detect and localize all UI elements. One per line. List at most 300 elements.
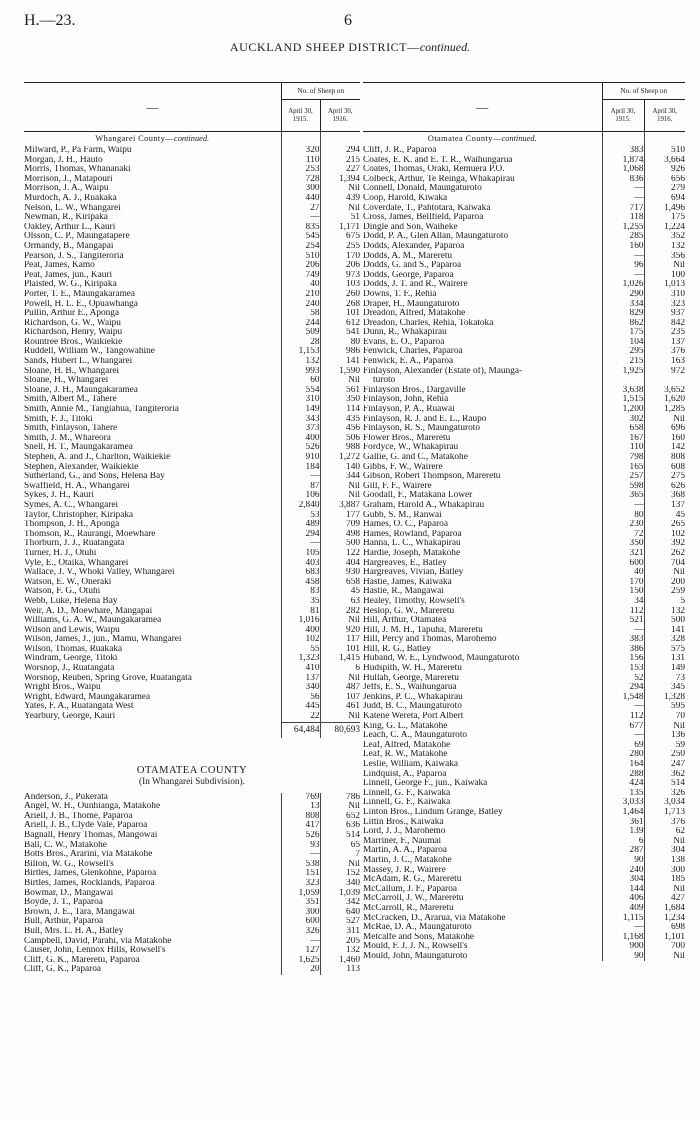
sheep-1915: 1,068 — [602, 165, 644, 175]
sheep-1915: 1,548 — [602, 693, 644, 703]
sheep-1915: 135 — [602, 789, 644, 799]
sheep-1916: 101 — [320, 309, 360, 319]
holder-name: Hudspith, W. H., Mareretu — [363, 664, 462, 674]
sheep-1915: 81 — [281, 607, 320, 617]
holder-name: Richardson, Henry, Waipu — [24, 328, 123, 338]
holder-name: Evans, E. O., Paparoa — [363, 337, 445, 347]
sheep-1915: 400 — [281, 434, 320, 444]
holder-name: Huband, W. E., Lyndwood, Maungaturoto — [363, 654, 520, 664]
sheep-1915: — — [281, 472, 320, 482]
holder-name: Linton Bros., Lindum Grange, Batley — [363, 807, 503, 817]
sheep-1916: 3,034 — [644, 798, 685, 808]
sheep-1915: — — [602, 252, 644, 262]
sheep-1916: 3,664 — [644, 156, 685, 166]
table-row — [24, 520, 360, 530]
year-1916-header: April 30, 1916. — [644, 100, 685, 132]
sheep-1915: 326 — [281, 927, 320, 937]
sheep-1916: 1,328 — [644, 693, 685, 703]
holder-name: Richardson, G. W., Waipu — [24, 318, 121, 328]
holder-name: Draper, H., Maungaturoto — [363, 299, 460, 309]
holder-name: Oakley, Arthur L., Kauri — [24, 222, 116, 232]
sheep-1916: 132 — [644, 242, 685, 252]
sheep-1915: 658 — [602, 424, 644, 434]
table-row — [24, 424, 360, 434]
right-table-body — [363, 132, 685, 962]
table-row — [24, 472, 360, 482]
holder-name: Coates, Thomas, Oraki, Remuera P.O. — [363, 165, 505, 175]
sheep-1916: 132 — [320, 946, 360, 956]
holder-name: Murdoch, A. J., Ruakaka — [24, 193, 117, 203]
sheep-1915: 6 — [602, 837, 644, 847]
sheep-1916: 595 — [644, 702, 685, 712]
table-row — [363, 405, 685, 415]
table-row — [363, 434, 685, 444]
table-row — [363, 156, 685, 166]
holder-name: Gubb, S. M., Ranwai — [363, 510, 442, 520]
sheep-1916: 345 — [644, 683, 685, 693]
sheep-1915: 175 — [602, 328, 644, 338]
sheep-1915: 403 — [281, 559, 320, 569]
table-row — [363, 242, 685, 252]
sheep-1916: 265 — [644, 520, 685, 530]
sheep-1915: 132 — [281, 357, 320, 367]
holder-name: Cliff, J. R., Paparoa — [363, 146, 437, 155]
sheep-1915: 1,059 — [281, 889, 320, 899]
table-row — [363, 194, 685, 204]
holder-name: McCarroll, J. W., Mareretu — [363, 894, 464, 904]
sheep-1915: 240 — [602, 866, 644, 876]
sheep-1915: 334 — [602, 300, 644, 310]
sheep-1915: 1,168 — [602, 933, 644, 943]
sheep-1916: 427 — [644, 894, 685, 904]
holder-name: Taylor, Christopher, Kiripaka — [24, 510, 134, 520]
sheep-1915: 106 — [281, 491, 320, 501]
holder-name: Morgan, J. H., Hauto — [24, 155, 103, 165]
sheep-1915: 410 — [281, 664, 320, 674]
holder-name: Powell, H. L. E., Opuawhanga — [24, 299, 138, 309]
sheep-1916: 1,415 — [320, 654, 360, 664]
sheep-1915: — — [602, 702, 644, 712]
table-row — [363, 597, 685, 607]
table-row — [363, 443, 685, 453]
sheep-1915: — — [281, 539, 320, 549]
sheep-1915: 210 — [281, 290, 320, 300]
holder-name: Weir, A. D., Moewhare, Mangapai — [24, 606, 153, 616]
table-row — [24, 223, 360, 233]
sheep-1915: 35 — [281, 597, 320, 607]
sheep-1915: 409 — [602, 904, 644, 914]
sheep-1915: 254 — [281, 242, 320, 252]
table-row — [24, 607, 360, 617]
sheep-1915: 230 — [602, 520, 644, 530]
sheep-1915: 20 — [281, 965, 320, 975]
table-row — [24, 156, 360, 166]
sheep-1916: 149 — [644, 664, 685, 674]
holder-name: Wilson, Thomas, Ruakaka — [24, 644, 123, 654]
section-heading-otamatea: OTAMATEA COUNTY — [136, 764, 248, 776]
sheep-1916: 926 — [644, 165, 685, 175]
sheep-1916: Nil — [320, 184, 360, 194]
sheep-1916: 63 — [320, 597, 360, 607]
holder-name: Leslie, William, Kaiwaka — [363, 760, 458, 769]
holder-name: Morrison, J. A., Waipu — [24, 184, 109, 194]
holder-name: McCarroll, R., Mareretu — [363, 903, 454, 913]
table-row — [363, 319, 685, 329]
holder-name: Jenkins, P. C., Whakapirau — [363, 692, 463, 702]
holder-name: Hames, O. C., Paparoa — [363, 520, 448, 530]
holder-name: Sloane, H. B., Whangarei — [24, 366, 120, 376]
sheep-1915: 90 — [602, 856, 644, 866]
sheep-1916: 328 — [644, 635, 685, 645]
sheep-1916: 326 — [644, 789, 685, 799]
table-row — [24, 821, 360, 831]
sheep-1915: 1,874 — [602, 156, 644, 166]
sheep-1915: 862 — [602, 319, 644, 329]
sheep-1915: 118 — [602, 213, 644, 223]
sheep-1916: 514 — [320, 831, 360, 841]
table-row — [363, 453, 685, 463]
sheep-1915: 361 — [602, 818, 644, 828]
sheep-1916: 652 — [320, 812, 360, 822]
holder-name: Campbell, David, Parahi, via Matakohe — [24, 936, 172, 946]
right-column — [363, 82, 685, 961]
sheep-1915: 112 — [602, 712, 644, 722]
sheep-1915: 1,153 — [281, 347, 320, 357]
sheep-1916: 1,101 — [644, 933, 685, 943]
table-row — [24, 415, 360, 425]
holder-name: Wallace, J. V., Whoki Valley, Whangarei — [24, 568, 175, 578]
holder-name: Bagnall, Henry Thomas, Mangowai — [24, 831, 158, 840]
sheep-1915: 102 — [281, 635, 320, 645]
sheep-1915: 164 — [602, 760, 644, 770]
table-row — [363, 914, 685, 924]
table-row — [363, 798, 685, 808]
sheep-1915: 52 — [602, 674, 644, 684]
table-row — [363, 223, 685, 233]
sheep-1915: 458 — [281, 578, 320, 588]
sheep-1916: 1,285 — [644, 405, 685, 415]
holder-name: Hargreaves, E., Batley — [363, 558, 447, 568]
table-row — [363, 635, 685, 645]
sheep-1915: 910 — [281, 453, 320, 463]
sheep-1915: 287 — [602, 846, 644, 856]
table-row — [24, 956, 360, 966]
sheep-1916: 404 — [320, 559, 360, 569]
holder-name: Wright, Edward, Maungakaramea — [24, 692, 151, 702]
holder-name: Hames, Rowland, Paparoa — [363, 529, 462, 539]
holder-name: Jeffs, E. S., Waihungarua — [363, 683, 457, 693]
sheep-1915: 829 — [602, 309, 644, 319]
table-row — [363, 338, 685, 348]
sheep-1915: 526 — [281, 443, 320, 453]
sheep-1915: 87 — [281, 482, 320, 492]
table-row — [24, 578, 360, 588]
table-row — [363, 808, 685, 818]
total-row — [24, 722, 360, 738]
table-row — [363, 578, 685, 588]
table-row — [363, 252, 685, 262]
sheep-1916: 575 — [644, 645, 685, 655]
holder-name: Linnell, G. F., Kaiwaka — [363, 788, 451, 798]
sheep-1915: 151 — [281, 869, 320, 879]
table-row — [363, 472, 685, 482]
table-row — [24, 597, 360, 607]
sheep-1916: 45 — [320, 587, 360, 597]
sheep-1916: 344 — [320, 472, 360, 482]
sheep-1916: Nil — [320, 616, 360, 626]
holder-name: Graham, Harold A., Whakapirau — [363, 500, 485, 510]
holder-name: Connell, Donald, Maungaturoto — [363, 184, 482, 194]
sheep-1916: 1,496 — [644, 204, 685, 214]
table-row — [363, 607, 685, 617]
table-row — [363, 395, 685, 405]
sheep-1915: 28 — [281, 338, 320, 348]
sheep-1916: 498 — [320, 530, 360, 540]
holder-name: Newman, R., Kiripaka — [24, 213, 108, 223]
sheep-1916: 260 — [320, 290, 360, 300]
holder-name: Dreadon, Charles, Rehia, Tokatoka — [363, 318, 494, 328]
sheep-1915: 215 — [602, 357, 644, 367]
sheep-1916: 250 — [644, 750, 685, 760]
sheep-1916: 636 — [320, 821, 360, 831]
sheep-1916: 340 — [320, 879, 360, 889]
sheep-1915: 1,323 — [281, 654, 320, 664]
sheep-1916: 200 — [644, 578, 685, 588]
table-row — [363, 328, 685, 338]
sheep-1915: 206 — [281, 261, 320, 271]
holder-name: Williams, G. A. W., Maungakaramea — [24, 616, 162, 626]
sheep-1916: 626 — [644, 482, 685, 492]
year-1915-header: April 30, 1915. — [602, 100, 644, 132]
sheep-1916: 376 — [644, 347, 685, 357]
sheep-1915: 1,255 — [602, 223, 644, 233]
table-row — [24, 869, 360, 879]
holder-name: Mould, John, Maungaturoto — [363, 951, 468, 961]
table-row — [24, 841, 360, 851]
holder-name: Sloane, H., Whangarei — [24, 376, 109, 386]
holder-name: Leaf, R. W., Matakohe — [363, 750, 448, 760]
sheep-1916: 73 — [644, 674, 685, 684]
holder-name: Hastie, R., Mangawai — [363, 587, 444, 597]
sheep-1915: 56 — [281, 693, 320, 703]
sheep-1915: 137 — [281, 674, 320, 684]
holder-name: Dingle and Son, Waiheke — [363, 222, 458, 232]
sheep-1915: 383 — [602, 635, 644, 645]
holder-name: Heslop, G. W., Mareretu — [363, 606, 455, 616]
sheep-1916: 1,684 — [644, 904, 685, 914]
holder-name: Watson, F. G., Otuhi — [24, 587, 101, 597]
table-row — [24, 626, 360, 636]
sheep-1915: 424 — [602, 779, 644, 789]
sheep-1915: 253 — [281, 165, 320, 175]
sheep-1915: 80 — [602, 511, 644, 521]
holder-name: Rountree Bros., Waikiekie — [24, 337, 123, 347]
holder-name: Sykes, J. H., Kauri — [24, 491, 94, 501]
sheep-1915: 323 — [281, 879, 320, 889]
sheep-1915: 240 — [281, 300, 320, 310]
holder-name: Hargreaves, Vivian, Batley — [363, 568, 464, 578]
holder-name: Ball, C. W., Matakohe — [24, 840, 107, 850]
table-row — [24, 453, 360, 463]
holder-name: Metcalfe and Sons, Matakohe — [363, 932, 475, 942]
table-row — [363, 175, 685, 185]
holder-name: Fenwick, Charles, Paparoa — [363, 347, 463, 357]
sheep-1916: 323 — [644, 300, 685, 310]
table-row — [363, 511, 685, 521]
holder-name: Worsnop, Reuben, Spring Grove, Ruatangata — [24, 673, 192, 683]
sheep-1916: Nil — [320, 482, 360, 492]
table-row — [24, 184, 360, 194]
sheep-1915: 3,638 — [602, 386, 644, 396]
sheep-1915: 22 — [281, 712, 320, 722]
sheep-1916: 439 — [320, 194, 360, 204]
table-row — [363, 520, 685, 530]
sheep-1916: 294 — [320, 146, 360, 156]
holder-name: Nelson, L. W., Whangarei — [24, 203, 121, 213]
holder-name: Hill, J. M. H., Tapuha, Mareretu — [363, 625, 483, 635]
holder-name: Judd, B. C., Maungaturoto — [363, 702, 462, 712]
sheep-1915: — — [602, 194, 644, 204]
holder-name: Martin, J. C., Matakohe — [363, 855, 452, 865]
table-row — [24, 386, 360, 396]
sheep-1915: 104 — [602, 338, 644, 348]
sheep-1915: 600 — [281, 917, 320, 927]
sheep-1916: 694 — [644, 194, 685, 204]
sheep-1915: — — [281, 213, 320, 223]
holder-name: Webb, Luke, Helena Bay — [24, 596, 118, 606]
table-row — [24, 927, 360, 937]
sheep-1916: 435 — [320, 415, 360, 425]
sheep-1915: 489 — [281, 520, 320, 530]
table-row — [363, 645, 685, 655]
sheep-1916: 988 — [320, 443, 360, 453]
sheep-1916: 1,039 — [320, 889, 360, 899]
holder-name: Gibson, Robert Thompson, Mareretu — [363, 472, 501, 482]
section-subheading: (In Whangarei Subdivision). — [139, 776, 245, 787]
title-main: AUCKLAND SHEEP DISTRICT— — [229, 40, 420, 54]
sheep-1915: 105 — [281, 549, 320, 559]
sheep-1916: 1,171 — [320, 223, 360, 233]
sheep-1915: 321 — [602, 549, 644, 559]
holder-name: Linnell, George F., jun., Kaiwaka — [363, 779, 488, 789]
sheep-1916: 658 — [320, 578, 360, 588]
sheep-1916: 510 — [644, 146, 685, 156]
holder-name: Smith, J. M., Whareora — [24, 433, 111, 443]
sheep-1915: 808 — [281, 812, 320, 822]
table-row — [363, 664, 685, 674]
table-row — [363, 213, 685, 223]
table-row — [363, 779, 685, 789]
sheep-1916: 456 — [320, 424, 360, 434]
sheep-1916: 132 — [644, 607, 685, 617]
holder-name: McCracken, D., Ararua, via Matakohe — [363, 913, 506, 923]
holder-name: Milward, P., Pa Farm, Waipu — [24, 146, 132, 155]
holder-name: turoto — [373, 376, 396, 386]
holder-name: Dodds, G. and S., Paparoa — [363, 261, 462, 271]
table-row — [363, 722, 685, 732]
sheep-1915: 554 — [281, 386, 320, 396]
sheep-1916: 1,013 — [644, 280, 685, 290]
sheep-1916: 640 — [320, 908, 360, 918]
sheep-1915: 184 — [281, 463, 320, 473]
holder-name: Littin Bros., Kaiwaka — [363, 817, 444, 827]
sheep-1915: 310 — [281, 395, 320, 405]
sheep-1916: 177 — [320, 511, 360, 521]
table-row — [363, 654, 685, 664]
sheep-1916: 973 — [320, 271, 360, 281]
sheep-1915: 170 — [602, 578, 644, 588]
sheep-1916: 300 — [644, 866, 685, 876]
sheep-1916: 247 — [644, 760, 685, 770]
sheep-1915: 900 — [602, 942, 644, 952]
holder-name: Smith, Finlayson, Tahere — [24, 424, 118, 434]
sheep-1915: 96 — [602, 261, 644, 271]
table-row — [363, 933, 685, 943]
sheep-1915: 351 — [281, 898, 320, 908]
sheep-1916: Nil — [644, 261, 685, 271]
holder-name: Cliff, G. K., Paparoa — [24, 965, 102, 975]
table-row — [363, 424, 685, 434]
sheep-1916: 140 — [320, 463, 360, 473]
table-row — [363, 491, 685, 501]
holder-name: Massey, J. R., Wairere — [363, 865, 446, 875]
table-row — [363, 309, 685, 319]
sheep-1916: 80 — [320, 338, 360, 348]
sheep-1916: 461 — [320, 702, 360, 712]
sheep-1916: 500 — [644, 616, 685, 626]
table-row — [24, 530, 360, 540]
table-row — [24, 635, 360, 645]
holder-name: Ariell, J. B., Thome, Paparoa — [24, 811, 133, 821]
holder-name: Birtles, James, Rocklands, Paparoa — [24, 878, 155, 888]
section-heading-otamatea-continued-row — [363, 132, 685, 147]
table-row — [24, 309, 360, 319]
sheep-1915: 526 — [281, 831, 320, 841]
left-column — [24, 82, 360, 975]
table-row — [24, 501, 360, 511]
sheep-1915: 417 — [281, 821, 320, 831]
holder-name: Dodds, George, Paparoa — [363, 270, 454, 280]
holder-name: Sands, Hubert L., Whangarei — [24, 357, 133, 367]
holder-name: Pearson, J. S., Tangiteroria — [24, 251, 124, 261]
sheep-1916: Nil — [644, 722, 685, 732]
table-row — [363, 386, 685, 396]
table-row — [24, 559, 360, 569]
holder-name: McAdam, R. G., Mareretu — [363, 875, 462, 885]
sheep-1916: 392 — [644, 539, 685, 549]
sheep-1916: 275 — [644, 472, 685, 482]
table-row — [363, 232, 685, 242]
table-row — [24, 367, 360, 377]
sheep-1916: Nil — [644, 415, 685, 425]
holder-name: Linnell, G. F., Kaiwaka — [363, 798, 451, 808]
sheep-1916: 368 — [644, 491, 685, 501]
sheep-1916: 142 — [644, 443, 685, 453]
year-1916-header: April 30, 1916. — [320, 100, 360, 132]
table-row — [24, 482, 360, 492]
sheep-1916: 700 — [644, 942, 685, 952]
sheep-1916: 259 — [644, 587, 685, 597]
sheep-1916: Nil — [644, 837, 685, 847]
holder-name: Bowmar, D., Mangawai — [24, 888, 114, 898]
sheep-1916: 206 — [320, 261, 360, 271]
sheep-1915: 406 — [602, 894, 644, 904]
table-row — [24, 357, 360, 367]
table-row — [363, 290, 685, 300]
holder-name: McCallum, J. F., Paparoa — [363, 884, 458, 894]
sheep-1915: 72 — [602, 530, 644, 540]
holder-name: Martin, A. A., Paparoa — [363, 846, 447, 856]
